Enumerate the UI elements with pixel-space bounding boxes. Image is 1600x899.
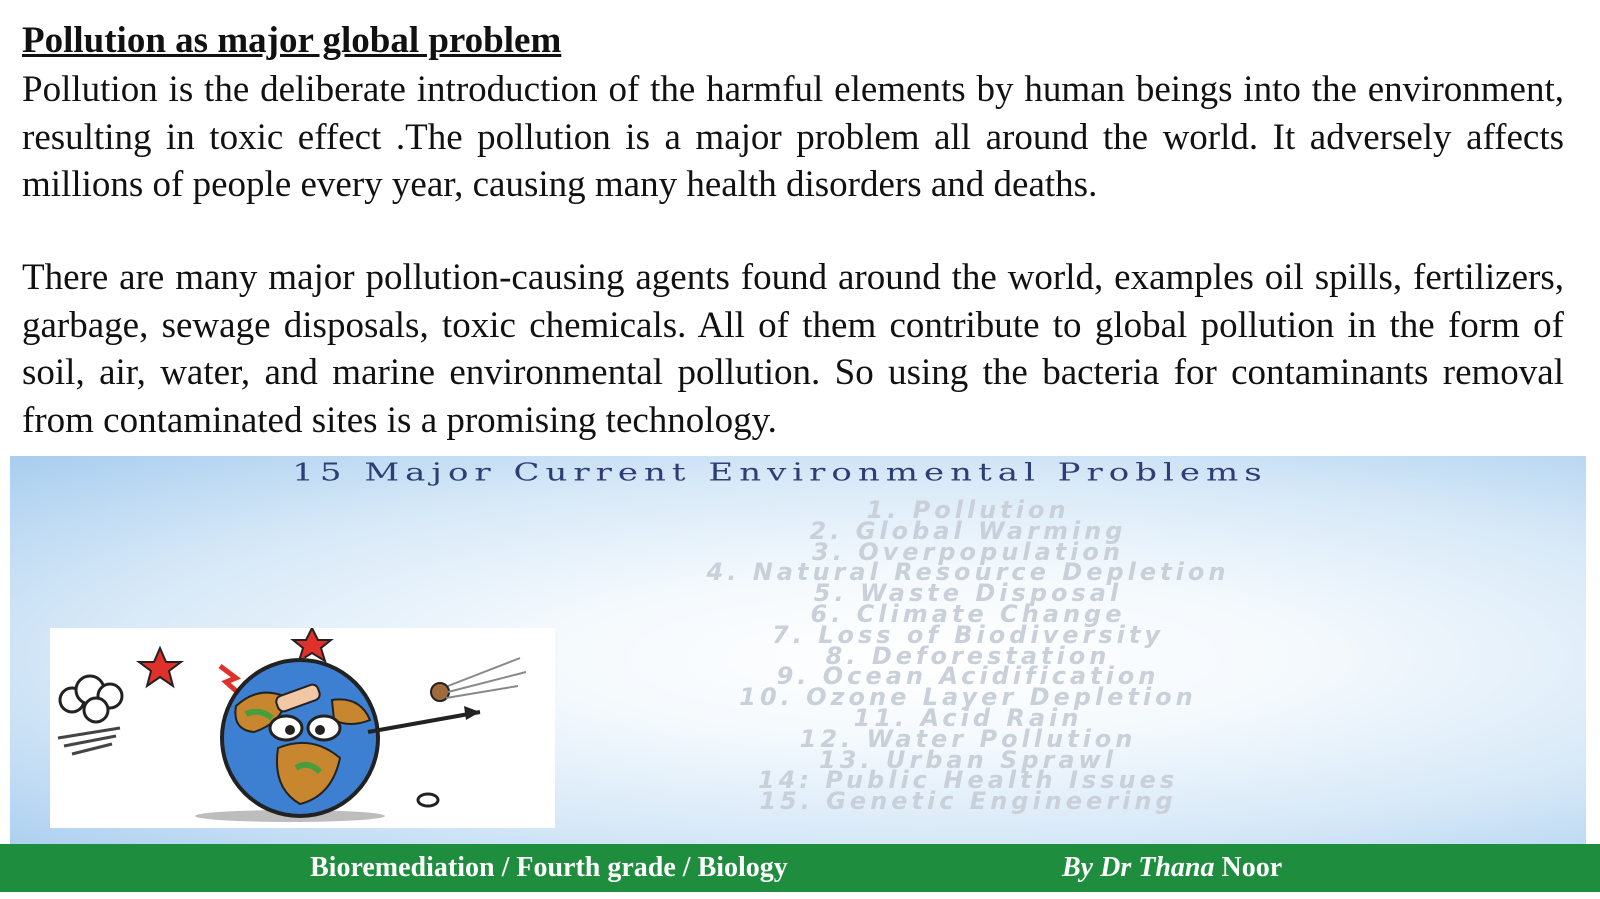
problem-list-item: 12. Water Pollution — [799, 724, 1137, 753]
problem-list-item: 13. Urban Sprawl — [819, 745, 1117, 774]
problem-list-item: 3. Overpopulation — [812, 537, 1124, 566]
problem-list-item: 4. Natural Resource Depletion — [706, 558, 1230, 587]
problem-list-item: 10. Ozone Layer Depletion — [739, 683, 1197, 712]
figure-title: 15 Major Current Environmental Problems — [292, 458, 1268, 487]
slide-title: Pollution as major global problem — [22, 20, 562, 61]
author-label — [1062, 852, 1282, 884]
problem-list-item: 2. Global Warming — [809, 516, 1127, 545]
environmental-problems-figure — [10, 456, 1586, 844]
author-surname: Noor — [1221, 852, 1283, 883]
problem-list — [558, 496, 1378, 816]
footer-bar — [0, 844, 1600, 892]
earth-illustration — [50, 628, 555, 828]
intro-paragraph: Pollution is the deliberate introduction of the harmful elements by human beings into the environment, resulting in toxic effect .The pollution is a major problem all around the world. It adversely affects millions of people every year, causing many health disorders and deaths. — [22, 69, 1564, 205]
problem-list-item: 5. Waste Disposal — [813, 579, 1123, 608]
problem-list-item: 14: Public Health Issues — [757, 766, 1179, 795]
problem-list-item: 1. Pollution — [866, 496, 1070, 524]
problem-list-item: 7. Loss of Biodiversity — [772, 620, 1164, 649]
problem-list-item: 9. Ocean Acidification — [776, 662, 1160, 691]
agents-paragraph: There are many major pollution-causing agents found around the world, examples oil spills, fertilizers, garbage, sewage disposals, toxic chemicals. All of them contribute to global pollution in the form of soil, air, water, and marine environmental pollution. So using the bacteria for contaminants removal from contaminated sites is a promising technology. — [22, 257, 1564, 441]
author-prefix: By Dr Thana — [1062, 852, 1215, 883]
earth-cartoon-icon — [50, 628, 555, 828]
problem-list-item: 8. Deforestation — [825, 641, 1111, 670]
problem-list-item: 6. Climate Change — [810, 599, 1126, 628]
problem-list-item: 11. Acid Rain — [853, 703, 1083, 732]
problem-list-item: 15. Genetic Engineering — [759, 787, 1177, 816]
course-label: Bioremediation / Fourth grade / Biology — [310, 852, 788, 883]
